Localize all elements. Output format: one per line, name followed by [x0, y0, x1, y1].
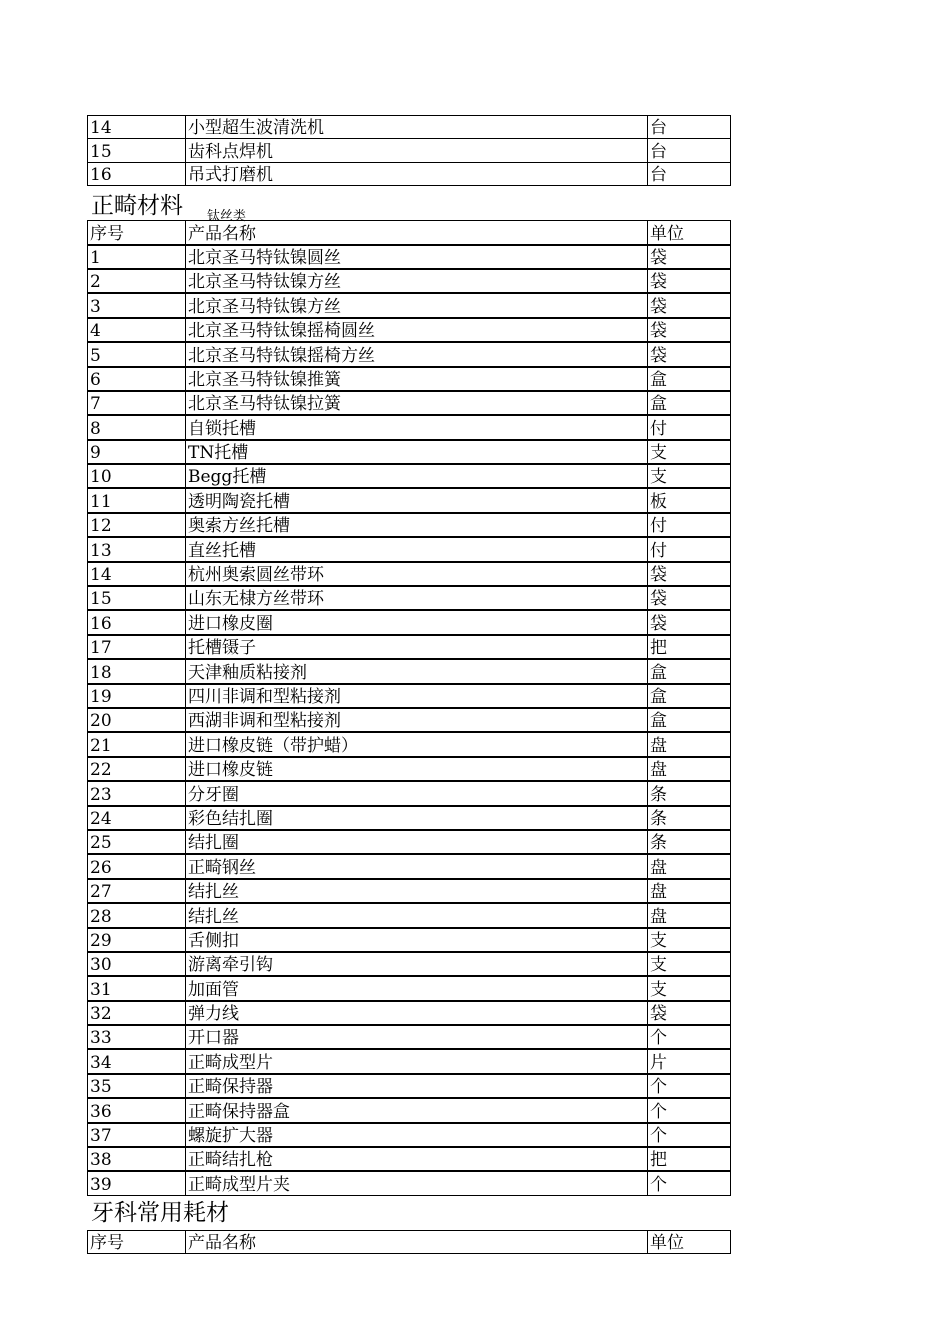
table-row	[88, 440, 731, 464]
cell-no: 3	[88, 293, 186, 317]
table-row	[88, 513, 731, 537]
cell-unit: 条	[648, 830, 731, 854]
header-name: 产品名称	[186, 221, 648, 245]
header-no: 序号	[88, 221, 186, 245]
table-row	[88, 1049, 731, 1073]
table-row	[88, 367, 731, 391]
cell-product-name: 北京圣马特钛镍方丝	[186, 269, 648, 293]
cell-no: 7	[88, 391, 186, 415]
cell-unit: 把	[648, 635, 731, 659]
table-row	[88, 116, 731, 139]
cell-no: 37	[88, 1123, 186, 1147]
table-row	[88, 342, 731, 366]
table-row	[88, 659, 731, 683]
cell-unit: 盘	[648, 757, 731, 781]
cell-no: 18	[88, 659, 186, 683]
table-row	[88, 903, 731, 927]
table-row	[88, 1147, 731, 1171]
table-row	[88, 318, 731, 342]
table-row	[88, 635, 731, 659]
cell-unit: 个	[648, 1123, 731, 1147]
cell-unit: 台	[648, 162, 731, 185]
cell-product-name: 北京圣马特钛镍推簧	[186, 367, 648, 391]
cell-unit: 袋	[648, 318, 731, 342]
cell-product-name: 开口器	[186, 1025, 648, 1049]
cell-no: 28	[88, 903, 186, 927]
cell-unit: 袋	[648, 293, 731, 317]
table-row	[88, 928, 731, 952]
cell-no: 35	[88, 1074, 186, 1098]
cell-unit: 台	[648, 116, 731, 139]
cell-unit: 条	[648, 781, 731, 805]
cell-product-name: 正畸成型片夹	[186, 1171, 648, 1195]
table-header-row	[88, 221, 731, 245]
cell-product-name: 齿科点焊机	[186, 139, 648, 162]
cell-product-name: 螺旋扩大器	[186, 1123, 648, 1147]
cell-no: 16	[88, 162, 186, 185]
cell-product-name: 结扎圈	[186, 830, 648, 854]
table-row	[88, 952, 731, 976]
cell-no: 33	[88, 1025, 186, 1049]
table-row	[88, 1001, 731, 1025]
cell-product-name: 进口橡皮链（带护蜡）	[186, 732, 648, 756]
cell-no: 38	[88, 1147, 186, 1171]
cell-product-name: 托槽镊子	[186, 635, 648, 659]
table-row	[88, 269, 731, 293]
cell-no: 24	[88, 806, 186, 830]
cell-product-name: 正畸成型片	[186, 1049, 648, 1073]
cell-unit: 袋	[648, 610, 731, 634]
cell-product-name: 正畸钢丝	[186, 854, 648, 878]
cell-product-name: 舌侧扣	[186, 928, 648, 952]
header-name: 产品名称	[186, 1230, 648, 1253]
equipment-table-continued	[87, 115, 731, 186]
cell-no: 13	[88, 537, 186, 561]
table-row	[88, 415, 731, 439]
cell-unit: 片	[648, 1049, 731, 1073]
cell-product-name: 直丝托槽	[186, 537, 648, 561]
cell-no: 15	[88, 586, 186, 610]
table-row	[88, 562, 731, 586]
cell-unit: 支	[648, 928, 731, 952]
cell-no: 32	[88, 1001, 186, 1025]
dental-consumables-table	[87, 1230, 731, 1254]
table-row	[88, 464, 731, 488]
cell-product-name: 北京圣马特钛镍拉簧	[186, 391, 648, 415]
cell-product-name: 自锁托槽	[186, 415, 648, 439]
cell-unit: 支	[648, 976, 731, 1000]
cell-no: 12	[88, 513, 186, 537]
table-row	[88, 1025, 731, 1049]
orthodontic-materials-table	[87, 220, 731, 1196]
cell-product-name: 北京圣马特钛镍摇椅圆丝	[186, 318, 648, 342]
cell-product-name: 西湖非调和型粘接剂	[186, 708, 648, 732]
table-header-row	[88, 1230, 731, 1253]
table-row	[88, 488, 731, 512]
cell-unit: 袋	[648, 586, 731, 610]
cell-product-name: 游离牵引钩	[186, 952, 648, 976]
cell-no: 20	[88, 708, 186, 732]
cell-product-name: 奥索方丝托槽	[186, 513, 648, 537]
cell-no: 5	[88, 342, 186, 366]
cell-unit: 袋	[648, 342, 731, 366]
cell-no: 11	[88, 488, 186, 512]
cell-no: 19	[88, 684, 186, 708]
cell-unit: 盒	[648, 708, 731, 732]
cell-product-name: 杭州奥索圆丝带环	[186, 562, 648, 586]
cell-no: 4	[88, 318, 186, 342]
cell-product-name: 结扎丝	[186, 879, 648, 903]
spreadsheet-page	[87, 115, 730, 1254]
cell-product-name: 结扎丝	[186, 903, 648, 927]
cell-no: 15	[88, 139, 186, 162]
cell-no: 2	[88, 269, 186, 293]
table-row	[88, 684, 731, 708]
cell-product-name: 进口橡皮链	[186, 757, 648, 781]
cell-no: 9	[88, 440, 186, 464]
table-row	[88, 1098, 731, 1122]
table-row	[88, 757, 731, 781]
cell-no: 10	[88, 464, 186, 488]
cell-no: 22	[88, 757, 186, 781]
cell-unit: 付	[648, 537, 731, 561]
cell-unit: 盘	[648, 879, 731, 903]
cell-no: 8	[88, 415, 186, 439]
table-row	[88, 610, 731, 634]
cell-no: 14	[88, 562, 186, 586]
cell-no: 17	[88, 635, 186, 659]
table-row	[88, 391, 731, 415]
cell-unit: 把	[648, 1147, 731, 1171]
cell-no: 30	[88, 952, 186, 976]
cell-product-name: 北京圣马特钛镍摇椅方丝	[186, 342, 648, 366]
cell-unit: 个	[648, 1098, 731, 1122]
cell-unit: 付	[648, 513, 731, 537]
cell-no: 6	[88, 367, 186, 391]
table-row	[88, 537, 731, 561]
cell-no: 1	[88, 245, 186, 269]
cell-unit: 盘	[648, 854, 731, 878]
header-unit: 单位	[648, 221, 731, 245]
table-row	[88, 162, 731, 185]
cell-product-name: 小型超生波清洗机	[186, 116, 648, 139]
header-unit: 单位	[648, 1230, 731, 1253]
cell-unit: 盘	[648, 903, 731, 927]
section-subtitle: 钛丝类	[207, 209, 247, 225]
cell-unit: 盒	[648, 659, 731, 683]
cell-product-name: 北京圣马特钛镍方丝	[186, 293, 648, 317]
cell-product-name: 加面管	[186, 976, 648, 1000]
cell-product-name: 山东无棣方丝带环	[186, 586, 648, 610]
cell-unit: 袋	[648, 245, 731, 269]
cell-product-name: 天津釉质粘接剂	[186, 659, 648, 683]
cell-unit: 盘	[648, 732, 731, 756]
cell-no: 26	[88, 854, 186, 878]
cell-no: 25	[88, 830, 186, 854]
cell-product-name: 正畸保持器	[186, 1074, 648, 1098]
table-row	[88, 245, 731, 269]
table-row	[88, 879, 731, 903]
cell-product-name: 进口橡皮圈	[186, 610, 648, 634]
table-row	[88, 708, 731, 732]
cell-unit: 盒	[648, 391, 731, 415]
cell-no: 39	[88, 1171, 186, 1195]
header-no: 序号	[88, 1230, 186, 1253]
cell-unit: 盒	[648, 367, 731, 391]
cell-product-name: 正畸结扎枪	[186, 1147, 648, 1171]
cell-no: 16	[88, 610, 186, 634]
table-row	[88, 293, 731, 317]
cell-unit: 支	[648, 440, 731, 464]
table-row	[88, 806, 731, 830]
cell-unit: 板	[648, 488, 731, 512]
table-row	[88, 781, 731, 805]
table-row	[88, 976, 731, 1000]
table-row	[88, 1074, 731, 1098]
cell-no: 34	[88, 1049, 186, 1073]
cell-unit: 条	[648, 806, 731, 830]
cell-unit: 支	[648, 464, 731, 488]
table-row	[88, 586, 731, 610]
section-header-orthodontic	[87, 186, 730, 225]
table-row	[88, 1123, 731, 1147]
cell-product-name: 吊式打磨机	[186, 162, 648, 185]
cell-unit: 支	[648, 952, 731, 976]
cell-product-name: 透明陶瓷托槽	[186, 488, 648, 512]
cell-no: 23	[88, 781, 186, 805]
cell-product-name: 正畸保持器盒	[186, 1098, 648, 1122]
cell-product-name: TN托槽	[186, 440, 648, 464]
cell-no: 29	[88, 928, 186, 952]
cell-no: 36	[88, 1098, 186, 1122]
cell-no: 31	[88, 976, 186, 1000]
table-row	[88, 732, 731, 756]
table-row	[88, 854, 731, 878]
cell-no: 14	[88, 116, 186, 139]
section-title: 正畸材料	[91, 193, 183, 220]
cell-unit: 付	[648, 415, 731, 439]
cell-unit: 盒	[648, 684, 731, 708]
table-row	[88, 139, 731, 162]
cell-product-name: 四川非调和型粘接剂	[186, 684, 648, 708]
cell-no: 21	[88, 732, 186, 756]
cell-product-name: 弹力线	[186, 1001, 648, 1025]
cell-product-name: 彩色结扎圈	[186, 806, 648, 830]
cell-unit: 袋	[648, 562, 731, 586]
cell-product-name: Begg托槽	[186, 464, 648, 488]
cell-unit: 个	[648, 1025, 731, 1049]
table-row	[88, 1171, 731, 1195]
cell-unit: 台	[648, 139, 731, 162]
cell-product-name: 分牙圈	[186, 781, 648, 805]
cell-unit: 个	[648, 1171, 731, 1195]
table-row	[88, 830, 731, 854]
cell-no: 27	[88, 879, 186, 903]
cell-unit: 袋	[648, 269, 731, 293]
cell-unit: 个	[648, 1074, 731, 1098]
cell-product-name: 北京圣马特钛镍圆丝	[186, 245, 648, 269]
section-header-dental-consumables	[87, 1196, 730, 1230]
cell-unit: 袋	[648, 1001, 731, 1025]
section-title: 牙科常用耗材	[91, 1199, 229, 1226]
